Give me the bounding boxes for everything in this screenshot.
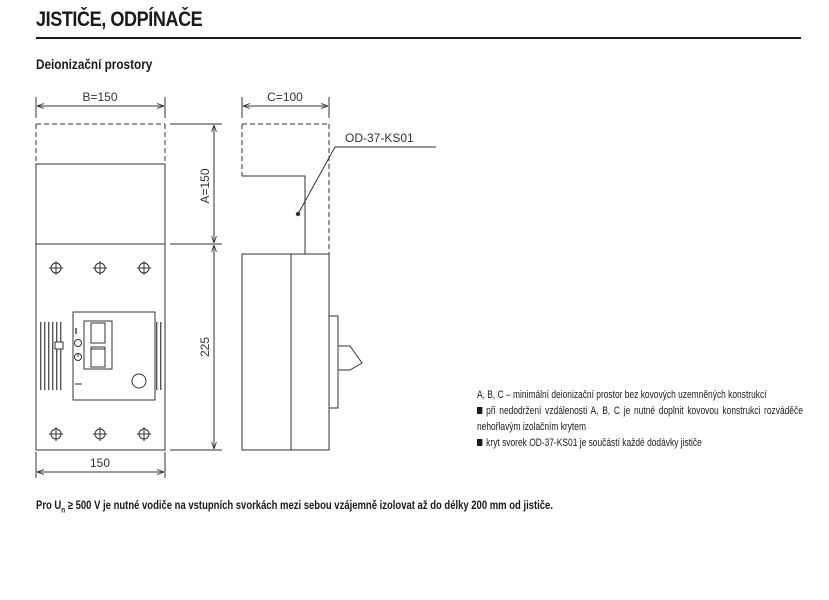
leader-dot [296,212,300,216]
page-title: JISTIČE, ODPÍNAČE [36,8,203,31]
note-line [477,435,803,451]
footnote-prefix: Pro U [36,498,62,512]
mounting-hole [137,427,151,441]
side-view [242,97,436,450]
part-label: OD-37-KS01 [345,131,414,145]
bullet-square-icon [477,407,482,414]
dim-b-label: B=150 [82,90,118,104]
mounting-hole [93,427,107,441]
dim-150-bottom-label: 150 [89,456,111,470]
footnote-subscript: n [61,505,66,515]
bullet-square-icon [477,439,482,446]
footnote [36,498,553,514]
section-heading: Deionizační prostory [36,56,153,72]
footnote-text: ≥ 500 V je nutné vodiče na vstupních svorkách mezi sebou vzájemně izolovat až do délky 200 mm od jističe. [65,498,553,512]
note-line: A, B, C – minimální deionizační prostor bez kovových uzemněných konstrukcí [477,389,767,401]
dim-c-label: C=100 [267,90,303,104]
notes [477,387,803,451]
dim-a-label: A=150 [198,168,212,204]
mounting-hole [93,261,107,275]
dim-225-label: 225 [198,336,212,358]
mounting-hole [137,261,151,275]
note-text: při nedodržení vzdálenosti A, B, C je nutné doplnit kovovou konstrukci rozváděče nehořlavým izolačním krytem [477,405,803,433]
mounting-hole [49,261,63,275]
note-line [477,403,803,435]
note-text: kryt svorek OD-37-KS01 je součástí každé dodávky jističe [486,437,702,449]
mounting-hole [49,427,63,441]
front-view [36,97,222,478]
